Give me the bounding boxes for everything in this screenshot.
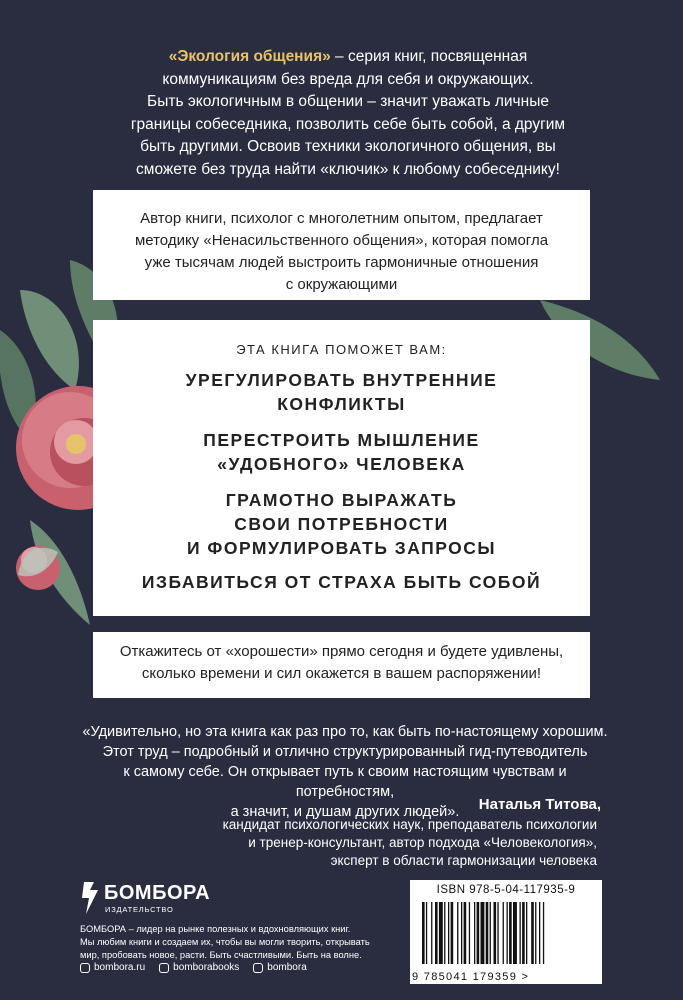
barcode-bar bbox=[474, 902, 475, 964]
barcode-bar bbox=[494, 902, 497, 964]
barcode-bar bbox=[497, 902, 498, 964]
intro-text: границы собеседника, позволить себе быть собой, а другим bbox=[130, 115, 566, 133]
benefit-line: ПЕРЕСТРОИТЬ МЫШЛЕНИЕ bbox=[203, 430, 480, 450]
barcode-bar bbox=[513, 902, 517, 964]
quote-author-desc-line: эксперт в области гармонизации человека bbox=[330, 853, 597, 868]
intro-text: – серия книг, посвященная bbox=[330, 48, 528, 65]
barcode-bar bbox=[439, 902, 443, 964]
quote-author-description bbox=[120, 816, 597, 870]
author-info-box bbox=[93, 190, 590, 300]
social-website[interactable] bbox=[80, 962, 145, 973]
barcode-bar bbox=[539, 902, 540, 964]
author-info-text: уже тысячам людей выстроить гармоничные отношения bbox=[144, 254, 539, 271]
publisher-name: БОМБОРА bbox=[104, 882, 211, 904]
instagram-icon bbox=[80, 963, 90, 973]
barcode-digits: 9 785041 179359 > bbox=[412, 971, 530, 983]
barcode-bar bbox=[435, 902, 438, 964]
telegram-icon bbox=[253, 963, 263, 973]
benefit-line: КОНФЛИКТЫ bbox=[277, 394, 406, 414]
barcode-bar bbox=[422, 902, 425, 964]
barcode-bar bbox=[448, 902, 449, 964]
intro-text: сможете без труда найти «ключик» к любому собеседнику! bbox=[136, 160, 560, 178]
call-text: Откажитесь от «хорошести» прямо сегодня и будете удивлены, bbox=[119, 643, 564, 660]
social-telegram[interactable] bbox=[253, 962, 306, 973]
benefit-item bbox=[93, 368, 590, 416]
author-info-text: Автор книги, психолог с многолетним опытом, предлагает bbox=[140, 210, 543, 227]
publisher-text: Мы любим книги и создаем их, чтобы вы могли творить, открывать bbox=[80, 937, 370, 947]
barcode-bar bbox=[535, 902, 536, 964]
barcode-bar bbox=[486, 902, 489, 964]
benefits-heading: ЭТА КНИГА ПОМОЖЕТ ВАМ: bbox=[236, 342, 447, 357]
quote-text: «Удивительно, но эта книга как раз про то, как быть по-настоящему хорошим. bbox=[82, 724, 608, 740]
quote-text: к самому себе. Он открывает путь к своим настоящим чувствам и потребностям, bbox=[123, 764, 567, 800]
barcode-bar bbox=[461, 902, 462, 964]
publisher-description bbox=[80, 923, 410, 962]
quote-author-desc-line: кандидат психологических наук, преподаватель психологии bbox=[222, 817, 597, 832]
benefit-line: И ФОРМУЛИРОВАТЬ ЗАПРОСЫ bbox=[186, 538, 497, 558]
quote-text: а значит, и душам других людей». bbox=[230, 804, 460, 820]
benefit-item bbox=[93, 488, 590, 560]
barcode-bar bbox=[520, 902, 521, 964]
series-name-highlight: «Экология общения» bbox=[168, 48, 331, 65]
barcode-bar bbox=[509, 902, 512, 964]
barcode-bar bbox=[490, 902, 491, 964]
publisher-subtitle: ИЗДАТЕЛЬСТВО bbox=[105, 905, 174, 914]
barcode-bar bbox=[444, 902, 445, 964]
vk-icon bbox=[159, 963, 169, 973]
benefit-line: ИЗБАВИТЬСЯ ОТ СТРАХА БЫТЬ СОБОЙ bbox=[141, 572, 542, 592]
isbn-number: ISBN 978-5-04-117935-9 bbox=[436, 884, 576, 896]
benefit-line: ГРАМОТНО ВЫРАЖАТЬ bbox=[225, 490, 458, 510]
barcode-bar bbox=[431, 902, 432, 964]
barcode-bar bbox=[457, 902, 458, 964]
author-info-text: методику «Ненасильственного общения», которая помогла bbox=[134, 232, 549, 249]
barcode-bar bbox=[543, 902, 544, 964]
benefit-line: СВОИ ПОТРЕБНОСТИ bbox=[234, 514, 449, 534]
barcode-bar bbox=[522, 902, 525, 964]
social-vk[interactable] bbox=[159, 962, 239, 973]
call-text: сколько времени и сил окажется в вашем распоряжении! bbox=[141, 665, 542, 682]
publisher-logo bbox=[80, 878, 210, 918]
quote-text: Этот труд – подробный и отлично структурированный гид-путеводитель bbox=[102, 744, 588, 760]
social-links bbox=[80, 962, 410, 973]
series-intro bbox=[78, 46, 618, 181]
barcode-bars bbox=[422, 902, 590, 964]
benefits-box bbox=[93, 320, 590, 616]
barcode-bar bbox=[464, 902, 467, 964]
barcode-bar bbox=[469, 902, 470, 964]
social-label: bomborabooks bbox=[173, 962, 240, 973]
publisher-text: БОМБОРА – лидер на рынке полезных и вдохновляющих книг. bbox=[80, 924, 351, 934]
call-to-action-box bbox=[93, 632, 590, 698]
quote-author-name: Наталья Титова, bbox=[478, 796, 601, 813]
barcode-bar bbox=[507, 902, 508, 964]
benefit-line: «УДОБНОГО» ЧЕЛОВЕКА bbox=[217, 454, 466, 474]
barcode-bar bbox=[481, 902, 485, 964]
publisher-text: мир, пробовать новое, расти. Быть счастливыми. Быть на волне. bbox=[80, 950, 362, 960]
barcode-bar bbox=[477, 902, 480, 964]
barcode-bar bbox=[426, 902, 427, 964]
barcode-bar bbox=[526, 902, 527, 964]
social-label: bombora bbox=[267, 962, 307, 973]
author-info-text: с окружающими bbox=[285, 276, 398, 293]
intro-text: быть другими. Освоив техники экологичного общения, вы bbox=[140, 138, 556, 155]
intro-text: коммуникациям без вреда для себя и окружающих. bbox=[162, 70, 534, 88]
benefit-item bbox=[93, 428, 590, 476]
social-label: bombora.ru bbox=[94, 962, 146, 973]
publisher-logo-icon bbox=[80, 880, 102, 916]
benefit-item bbox=[93, 570, 590, 594]
barcode-bar bbox=[531, 902, 534, 964]
quote-author-desc-line: и тренер-консультант, автор подхода «Человекология», bbox=[248, 835, 597, 850]
intro-text: Быть экологичным в общении – значит уважать личные bbox=[147, 93, 549, 110]
barcode-bar bbox=[451, 902, 454, 964]
barcode-bar bbox=[503, 902, 504, 964]
benefit-line: УРЕГУЛИРОВАТЬ ВНУТРЕННИЕ bbox=[185, 370, 498, 390]
isbn-barcode bbox=[410, 880, 602, 984]
